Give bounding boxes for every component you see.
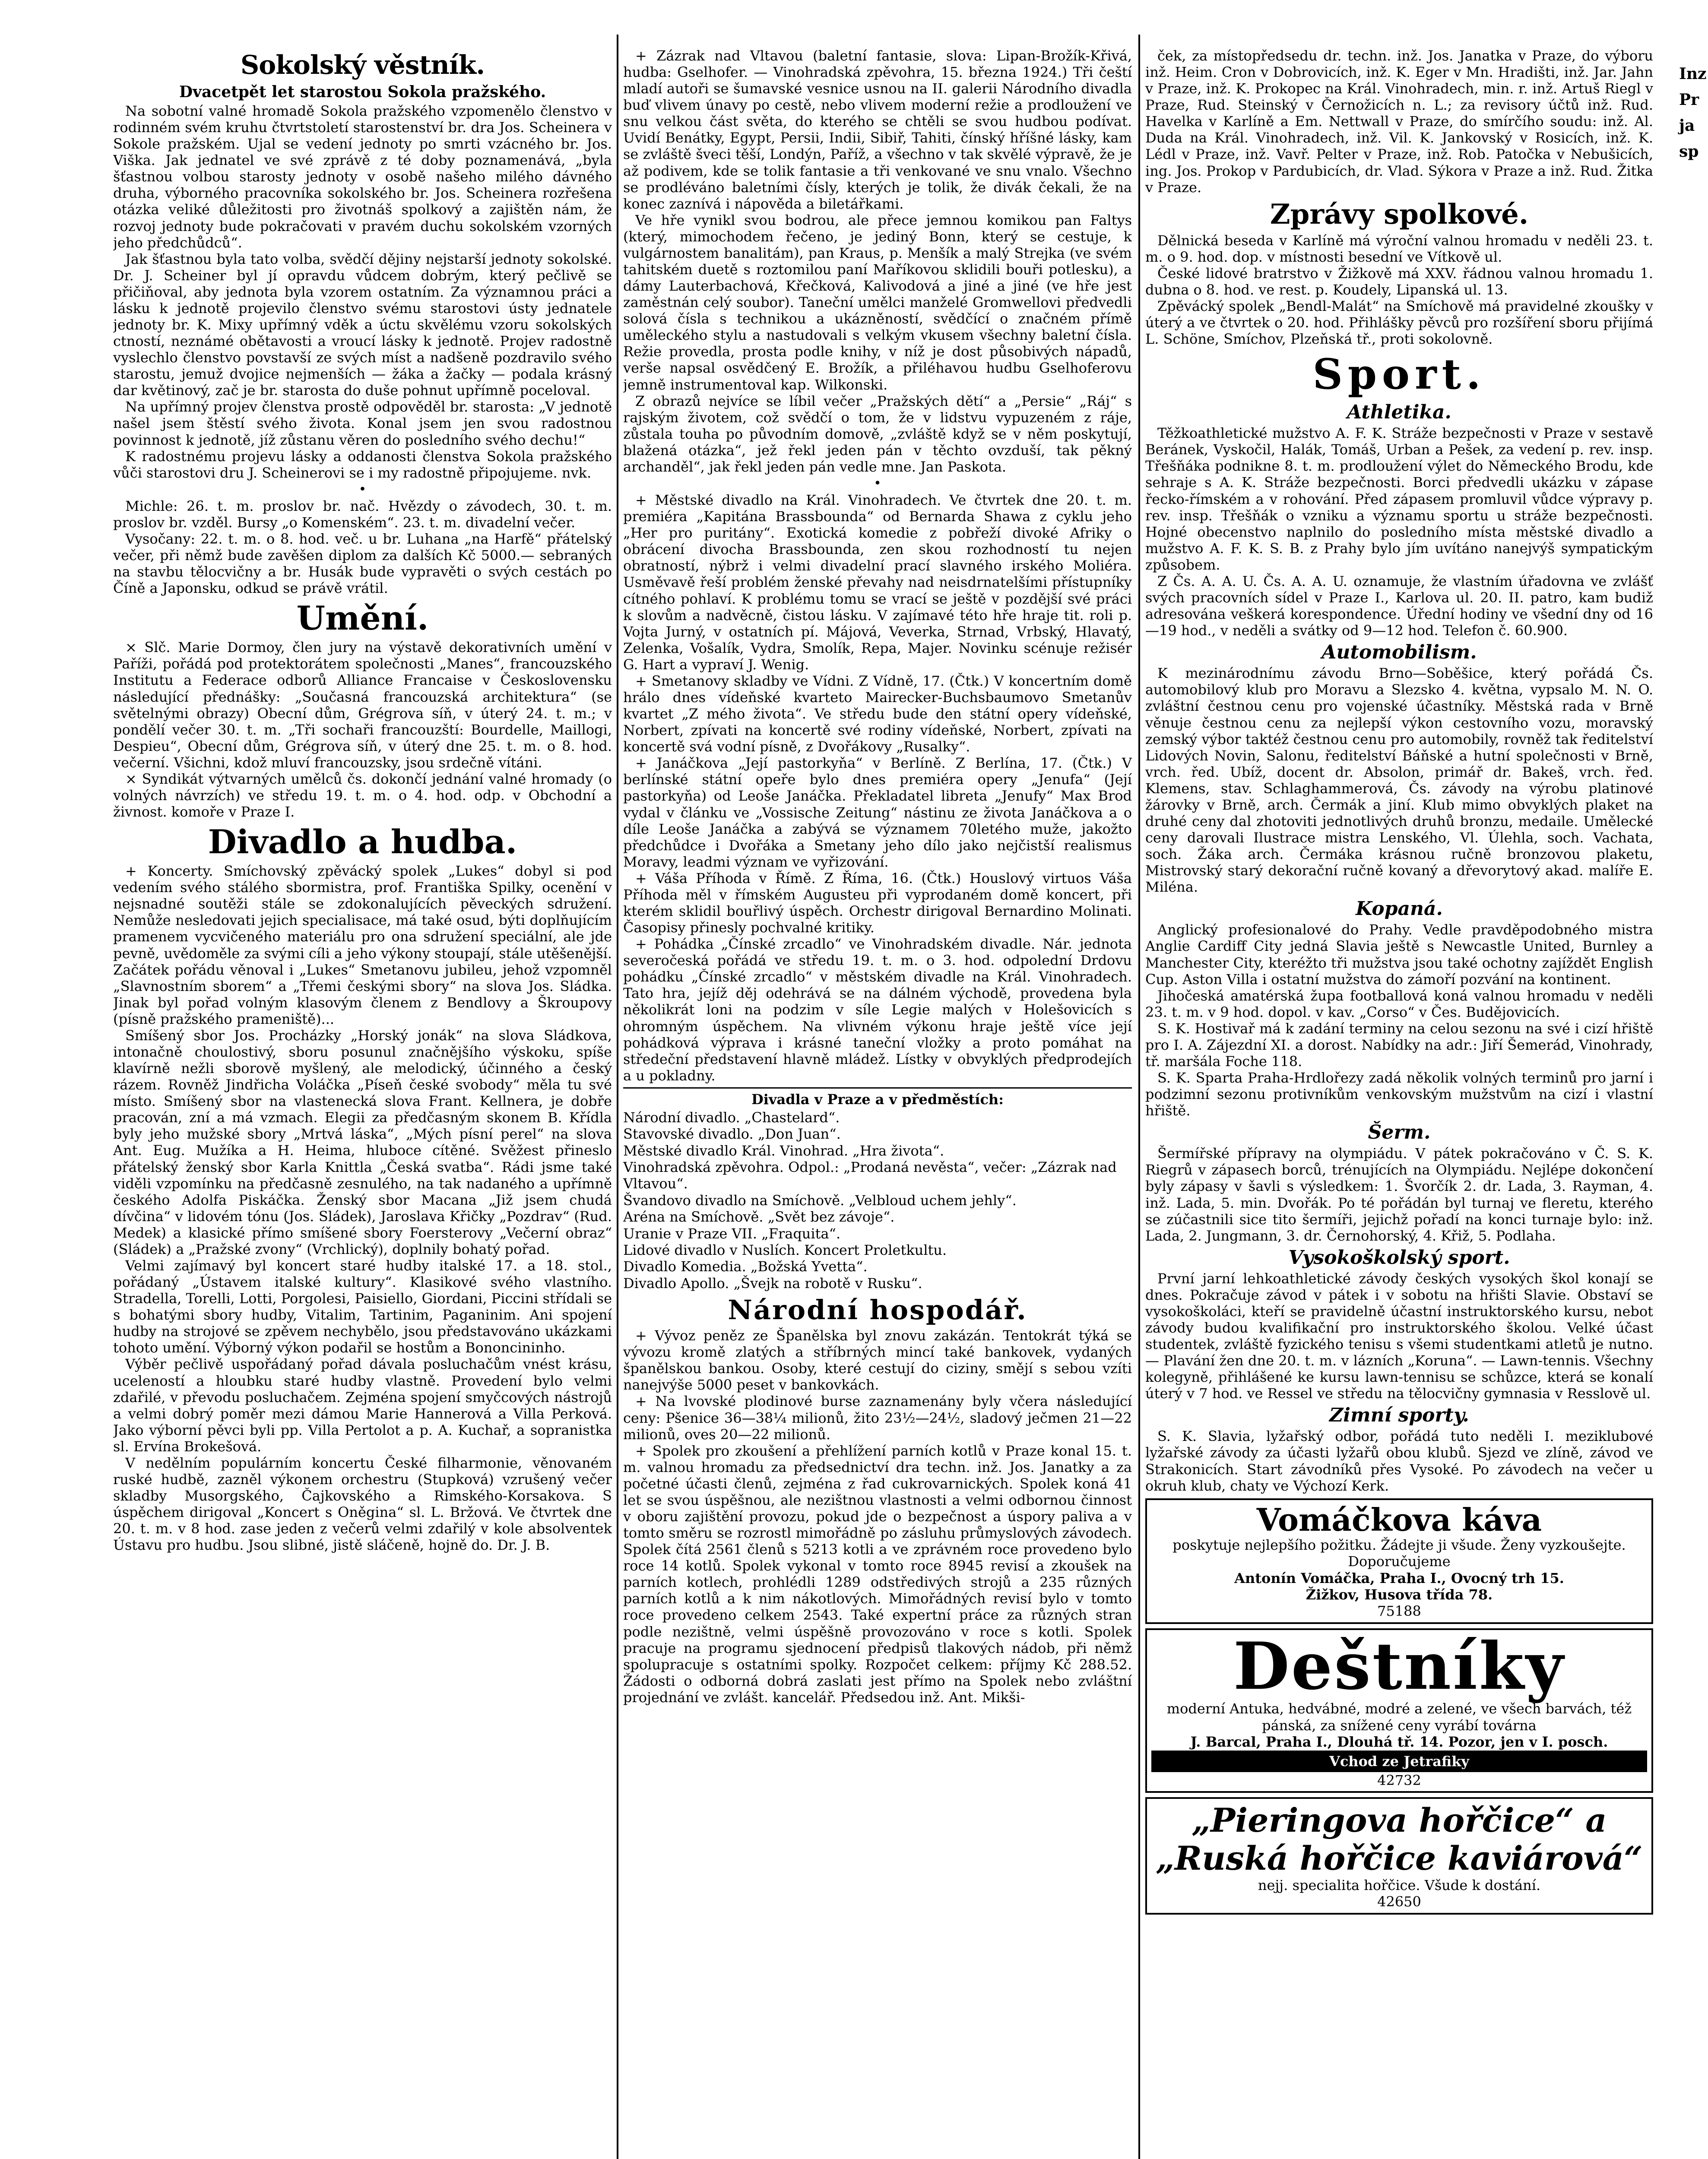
article-paragraph: + Váša Příhoda v Římě. Z Říma, 16. (Čtk.) Houslový virtuos Váša Příhoda měl v římském Augusteu při vyprodaném domě koncert, při kterém sklidil bouřlivý úspěch. Orchestr dirigoval Bernardino Molinati. Časopisy přinesly pochvalné kritiky.: [623, 870, 1132, 936]
ad-address: J. Barcal, Praha I., Dlouhá tř. 14. Pozor, jen v I. posch.: [1190, 1734, 1608, 1751]
article-paragraph: + Smetanovy skladby ve Vídni. Z Vídně, 17. (Čtk.) V koncertním domě hrálo dnes vídeňské kvarteto Mairecker-Buchsbaumovo Smetanův kvartet „Z mého života“. Ve středu bude den státní opery vídeňské, Norbert, zpívati na koncertě své rodiny vídeňské, Norbert, zpívati na koncertě svá vodní písně, z Dvořákovy „Rusalky“.: [623, 672, 1132, 755]
article-paragraph: + Koncerty. Smíchovský zpěvácký spolek „Lukes“ dobyl si pod vedením svého stálého sbormistra, prof. Františka Spilky, ocenění v nejsnadné soutěži stále se zdokonalujících pěveckých sdružení. Nemůže nesledovati jejich specialisace, má také osud, býti doplňujícím pramenem vycvičeného materiálu pro ona sdružení speciální, ale jde pevně, uvědoměle za svými cíli a jeho výkony stoupají, stále utěšenější. Začátek pořádu věnoval i „Lukes“ Smetanovu jubileu, jehož vzpomněl „Slavnostním sborem“ a „Třemi českými sbory“ na slova Jos. Sládka. Jinak byl pořad volným klasovým členem z Bendlovy a Škroupovy (písně pražského prameniště)...: [113, 863, 612, 1027]
article-paragraph: S. K. Sparta Praha-Hrdlořezy zadá několik volných terminů pro jarní i podzimní sezonu protivníkům venkovským mužstvům na cizí i vlastní hřiště.: [1145, 1070, 1653, 1119]
ad-pieringova: [1145, 1797, 1653, 1915]
theater-list-item: Švandovo divadlo na Smíchově. „Velbloud uchem jehly“.: [623, 1192, 1017, 1209]
article-paragraph: + Pohádka „Čínské zrcadlo“ ve Vinohradském divadle. Nár. jednota severočeská pořádá ve středu 19. t. m. o 3. hod. odpolední Drdovu pohádku „Čínské zrcadlo“ v městském divadle na Král. Vinohradech. Tato hra, jejíž děj odehrává se na dálném východě, provedena byla několikrát loni na podzim v síle Legie malých v Holešovicích s ohromným úspěchem. Na vlivném výkonu hraje ještě více její pohádková výprava i krásné taneční vložky a proto pomáhat na středeční představení hlavně mládež. Lístky v obvyklých předprodejích a u pokladny.: [623, 936, 1132, 1084]
section-title-sokol: Sokolský věstník.: [240, 50, 485, 80]
subsection-title: Athletika.: [1347, 401, 1451, 424]
section-title-sport: Sport.: [1312, 350, 1486, 399]
article-paragraph: + Na lvovské plodinové burse zaznamenány byly včera následující ceny: Pšenice 36—38¼ milionů, žito 23½—24½, sladový ječmen 21—22 milionů, oves 20—22 milionů.: [623, 1393, 1132, 1443]
article-subtitle: Dvacetpět let starostou Sokola pražského.: [179, 83, 546, 101]
article-paragraph: S. K. Slavia, lyžařský odbor, pořádá tuto neděli I. meziklubové lyžařské závody za účasti lyžařů obou klubů. Sjezd ve zlíně, závod ve Strakonicích. Start závodníků přes Vysoké. Po závodech na večer u okruh klub, chaty ve Výchozí Kerk.: [1145, 1428, 1653, 1494]
theater-list-item: Aréna na Smíchově. „Svět bez závoje“.: [623, 1209, 895, 1225]
subsection-title: Šerm.: [1368, 1121, 1431, 1144]
theater-list-item: Městské divadlo Král. Vinohrad. „Hra života“.: [623, 1142, 944, 1159]
article-paragraph: + Vývoz peněz ze Španělska byl znovu zakázán. Tentokrát týká se vývozu kromě zlatých a stříbrných mincí také bankovek, vydaných španělskou bankou. Osoby, které cestují do ciziny, smějí s sebou vzíti nanejvýše 5000 peset v bankovkách.: [623, 1327, 1132, 1393]
notice-paragraph: Vysočany: 22. t. m. o 8. hod. več. u br. Luhana „na Harfě“ přátelský večer, při němž bude zavěšen diplom za dalších Kč 5000.— sebraných na stavbu tělocvičny a br. Husák bude vypravěti o svých cestách po Číně a Japonsku, odkud se právě vrátil.: [113, 530, 612, 597]
article-paragraph: Z Čs. A. A. U. Čs. A. A. U. oznamuje, že vlastním úřadovna ve zvlášť svých pracovních sídel v Praze I., Karlova ul. 20. II. patro, kam budiž adresována veškerá korespondence. Úřední hodiny ve všední dny od 16—19 hod., v neděli a svátky od 9—12 hod. Telefon č. 60.900.: [1145, 573, 1653, 639]
section-title-umeni: Umění.: [296, 599, 429, 638]
article-paragraph: × Slč. Marie Dormoy, člen jury na výstavě dekorativních umění v Paříži, pořádá pod protektorátem společnosti „Manes“, francouzského Institutu a Federace odborů Alliance Francaise v Československu následující přednášky: „Současná francouzská architektura“ (se světelnými obrazy) Obecní dům, Grégrova síň, v úterý 24. t. m.; v pondělí večer 30. t. m. „Tři sochaři francouzští: Bourdelle, Maillogi, Despieu“, Obecní dům, Grégrova síň, v úterý dne 25. t. m. o 8. hod. večerní. Všichni, kdož mluví francouzsky, jsou srdečně vítáni.: [113, 639, 612, 771]
adjacent-page-edge: [1676, 0, 1708, 2159]
subsection-title: Zimní sporty.: [1329, 1404, 1469, 1427]
edge-text: Inz: [1679, 65, 1707, 83]
article-paragraph: Velmi zajímavý byl koncert staré hudby italské 17. a 18. stol., pořádaný „Ústavem italské kultury“. Klasikové svého vlastního. Stradella, Torelli, Lotti, Porgolesi, Paisiello, Giordani, Piccini střídali se s bohatými sbory hudby, Vitalim, Tartinim, Paganinim. Ani spojení hudby na strojové se zpěvem nechybělo, jsou představováno ukázkami tohoto umění. Výborný výkon podařil se hostům a Bononcininho.: [113, 1257, 612, 1356]
ad-destniky: [1145, 1628, 1653, 1793]
ad-footer: nejj. specialita hořčice. Všude k dostání.: [1258, 1877, 1541, 1894]
ad-brand: Vomáčkova káva: [1256, 1501, 1542, 1538]
ad-line: „Ruská hořčice kaviárová“: [1156, 1839, 1643, 1877]
article-paragraph: České lidové bratrstvo v Žižkově má XXV. řádnou valnou hromadu 1. dubna o 8. hod. ve rest. p. Koudely, Lipanská ul. 13.: [1145, 265, 1653, 298]
article-paragraph: Smíšený sbor Jos. Procházky „Horský jonák“ na slova Sládkova, intonačně choulostivý, sboru posunul značnějšího výskoku, spíše klavírně nežli sborově myšlený, ale melodický, účinného a český rázem. Rovněž Jindřicha Voláčka „Píseň české svobody“ měla tu své místo. Smíšený sbor na vlastenecká slova Frant. Kellnera, je dobře pracován, zní a má vzmach. Elegii za předčasným skonem B. Křídla byly jeho mužské sbory „Mrtvá láska“, „Mých písní perel“ na slova Ant. Eug. Mužíka a H. Heima, hluboce cítěné. Svěžest přineslo přátelský ženský sbor Karla Knittla „Česká svatba“. Rádi jsme také viděli vzpomínku na předčasně zesnulého, na tak nadaného a upřímně českého Adolfa Piskáčka. Ženský sbor Macana „Již jsem chudá dívčina“ v lidovém tónu (Jos. Sládek), Jaroslava Křičky „Pozdrav“ (Rud. Medek) a klasické přímo smíšené sbory Foersterovy „Večerní obraz“ (Sládek) a „Pražské zvony“ (Vrchlický), doplnily bohatý pořad.: [113, 1027, 612, 1257]
theater-list-item: Vinohradská zpěvohra. Odpol.: „Prodaná nevěsta“, večer: „Zázrak nad Vltavou“.: [623, 1159, 1117, 1192]
column-3: [1145, 47, 1653, 2159]
ad-text: moderní Antuka, hedvábné, modré a zelené, ve všech barvách, též pánská, za snížené ceny vyrábí továrna: [1166, 1700, 1632, 1734]
article-paragraph: Dělnická beseda v Karlíně má výroční valnou hromadu v neděli 23. t. m. o 9. hod. dop. v místnosti besední ve Vítkově ul.: [1145, 232, 1653, 265]
article-paragraph: + Zázrak nad Vltavou (baletní fantasie, slova: Lipan-Brožík-Křivá, hudba: Gselhofer. — Vinohradská zpěvohra, 15. března 1924.) Tři čeští mladí autoři se šumavské vesnice usnou na II. galerii Národního divadla buď vlivem únavy po cestě, nebo vlivem moderní režie a prodloužení ve snu velkou část světa, do kterého se chtěli se svou hudbou podívat. Uvidí Benátky, Egypt, Persii, Indii, Sibiř, Tahiti, čínský hříšné lásky, kam se zvláště šveci těší, Londýn, Paříž, a všechno v tak skvělé výpravě, že je až podivem, kde se tolik fantasie a tři venkované ve snu vnalo. Všechno se prodléváno baletními čísly, kterých je tolik, že divák čekali, že na konec zaznívá i nápověda a biletářkami.: [623, 47, 1132, 212]
ad-text: poskytuje nejlepšího požitku. Žádejte ji všude. Ženy vyzkoušejte. Doporučujeme: [1172, 1536, 1626, 1570]
ad-code: 75188: [1377, 1603, 1421, 1620]
ad-branch: Žižkov, Husova třída 78.: [1306, 1586, 1493, 1603]
ad-line: „Pieringova hořčice“ a: [1191, 1801, 1607, 1840]
column-1: [113, 47, 612, 2159]
separator-dot: •: [874, 476, 881, 491]
divider: [623, 1087, 1132, 1089]
theater-list-title: Divadla v Praze a v předměstích:: [751, 1091, 1004, 1108]
theater-list-item: Uranie v Praze VII. „Fraquita“.: [623, 1225, 841, 1242]
ad-company: Antonín Vomáčka, Praha I., Ovocný trh 15.: [1234, 1570, 1564, 1586]
article-paragraph: Těžkoathletické mužstvo A. F. K. Stráže bezpečnosti v Praze v sestavě Beránek, Vyskočil, Halák, Tomáš, Urban a Pešek, za vedení p. rev. insp. Třešňáka podnikne 8. t. m. prodloužení výlet do Německého Brodu, kde sehraje s A. K. Stráže bezpečnosti. Borci předvedli ukázku v zápase řecko-římském a v rohování. Před zápasem promluvil vůdce výpravy p. rev. insp. Třešňák o vzniku a významu sportu u stráže bezpečnosti. Hojné obecenstvo naplnilo do posledního místa městské divadlo a mužstvo A. F. K. S. B. z Prahy bylo jím uvítáno nanejvýš sympatickým způsobem.: [1145, 425, 1653, 573]
article-paragraph: Výběr pečlivě uspořádaný pořad dávala posluchačům vnést krásu, uceleností a hloubku staré hudby vlastně. Provedení bylo velmi zdařilé, v převodu posluchačem. Zejména spojení smyčcových nástrojů a velmi dobrý poměr mezi dámou Marie Hannerová a Villa Perková. Jako výborní pěvci byli pp. Villa Pertolot a p. A. Kuchař, a sopranistka sl. Ervína Brokešová.: [113, 1356, 612, 1455]
ad-title: Deštníky: [1233, 1628, 1565, 1704]
article-paragraph: ček, za místopředsedu dr. techn. inž. Jos. Janatka v Praze, do výboru inž. Heim. Cron v Dobrovicích, inž. K. Eger v Mn. Hradišti, inž. Jar. Jahn v Praze, inž. K. Prokopec na Král. Vinohradech, min. r. inž. Artuš Riegl v Praze, Rud. Steinský v Černožicích n. L.; za revisory účtů inž. Rud. Havelka v Karlíně a Em. Nettwall v Praze, do smírčího soudu: inž. Al. Duda na Král. Vinohradech, inž. Vil. K. Jankovský v Rosicích, inž. K. Lédl v Praze, inž. Vavř. Pelter v Praze, inž. Rob. Patočka v Nebušicích, ing. Jos. Prokop v Pardubicích, dr. Vlad. Sýkora v Praze a inž. Rud. Žitka v Praze.: [1145, 47, 1653, 196]
article-paragraph: Na sobotní valné hromadě Sokola pražského vzpomenělo členstvo v rodinném svém kruhu čtvrtstoletí starostenství br. dra Jos. Scheinera v Sokole pražském. Ujal se vedení jednoty po smrti vzácného br. Jos. Viška. Jak jednatel ve své zprávě z té doby poznamenává, „byla šťastnou volbou starosty jednoty v osobě našeho milého dávného druha, výborného pracovníka sokolského br. Jos. Scheinera rozřešena otázka veliké důležitosti pro životnáš spolkový a zajištěn nám, že rozvoj jednoty bude pokračovati v pravém duchu sokolském vzorných jeho předchůdců“.: [113, 103, 612, 251]
article-paragraph: S. K. Hostivař má k zadání terminy na celou sezonu na své i cizí hřiště pro I. A. Zájezdní XI. a dorost. Nabídky na adr.: Jiří Šemerád, Vinohrady, tř. maršála Foche 118.: [1145, 1020, 1653, 1070]
subsection-title: Automobilism.: [1321, 641, 1477, 664]
article-paragraph: V nedělním populárním koncertu České filharmonie, věnovaném ruské hudbě, zazněl výkonem orchestru (Stupková) vzrušený večer skladby Musorgského, Čajkovského a Rimského-Korsakova. S úspěchem dirigoval „Koncert s Oněgina“ sl. L. Bržová. Ve čtvrtek dne 20. t. m. v 8 hod. zase jeden z večerů velmi zdařilý v kole absolventek Ústavu pro hudbu. Jsou slibné, jistě sláčeně, hojně do. Dr. J. B.: [113, 1454, 612, 1554]
subsection-title: Vysokoškolský sport.: [1288, 1246, 1510, 1269]
column-2: [623, 47, 1132, 2159]
ad-entrance: Vchod ze Jetrafiky: [1151, 1751, 1647, 1772]
edge-text: ja: [1679, 117, 1695, 135]
edge-text: sp: [1679, 142, 1699, 161]
theater-list-item: Lidové divadlo v Nuslích. Koncert Proletkultu.: [623, 1241, 947, 1258]
article-paragraph: + Městské divadlo na Král. Vinohradech. Ve čtvrtek dne 20. t. m. premiéra „Kapitána Brassbounda“ od Bernarda Shawa z cyklu jeho „Her pro puritány“. Exotická komedie z pobřeží divoké Afriky o obrácení divocha Brassbounda, zen skou rozhodností tu nejen obratností, nýbrž i velmi divadelní prací slavného irského Moliéra. Usměvavě řeší problém ženské převahy nad neisdrnatelšími přístupníky cítného pohlaví. K problému tomu se vrací se ještě v pozdější své práci k slovům a nadvěcně, čistou lásku. V zajímavé této hře hraje tit. roli p. Vojta Jurný, v ostatních pí. Májová, Veverka, Strnad, Vrbský, Hlavatý, Zelenka, Vošalík, Vydra, Smolík, Repa, Majer. Novinku scénuje režisér G. Hart a vypraví J. Wenig.: [623, 492, 1132, 673]
article-paragraph: Šermířské přípravy na olympiádu. V pátek pokračováno v Č. S. K. Riegrů v zápasech borců, trénujících na Olympiádu. Nejlépe dokončení byly zápasy v šavli s výsledkem: 1. Švorčík 2. dr. Lada, 3. Rayman, 4. inž. Lada, 5. min. Dvořák. Po té pořádán byl turnaj ve fleretu, kterého se zúčastnili sice tito šermíři, jejichž pořadí na konci turnaje bylo: inž. Lada, 2. Jungmann, 3. dr. Černohorský, 4. Křiž, 5. Podlaha.: [1145, 1145, 1653, 1244]
ad-code: 42650: [1377, 1893, 1421, 1910]
article-paragraph: Anglický profesionalové do Prahy. Vedle pravděpodobného mistra Anglie Cardiff City jedná Slavia ještě s Newcastle United, Burnley a Manchester City, kteréžto tři mužstva jsou také ochotny zajíždět English Cup. Aston Villa i ostatní mužstva do zámoří pozvání na kontinent.: [1145, 921, 1653, 988]
ad-code: 42732: [1377, 1772, 1421, 1789]
article-paragraph: + Spolek pro zkoušení a přehlížení parních kotlů v Praze konal 15. t. m. valnou hromadu za předsednictví dra techn. inž. Jos. Janatky a za početné účasti členů, zejména z řad cukrovarnických. Spolek koná 41 let se svou úspěšnou, ale nezištnou vlastnosti a velmi odbornou činnost v oboru zajištění provozu, pokud jde o bezpečnost a úspory paliva a v tomto směru se rozrostl mimořádně po zásluhu průmyslových závodech. Spolek čítá 2561 členů s 5213 kotli a ve zprávném roce provedeno bylo roce 14 kotlů. Spolek vykonal v tomto roce 8945 revisí a zkoušek na parních kotlech, prohlédli 1289 odstředivých strojů a 235 různých parních kotlů a k nim nákotlových. Mimořádných revisí bylo v tomto roce provedeno celkem 2543. Také expertní práce za různých stran podle nezištně, velmi úspěšně provozováno v roce s kotli. Spolek pracuje na programu sjednocení předpisů tlakových nádob, při němž spolupracuje s ostatními spolky. Rozpočet celkem: příjmy Kč 288.52. Žádosti o odborná dobrá zaslati jest přímo na Spolek nebo zvláštní projednání ve zvlášt. kancelář. Předsedou inž. Ant. Mikši-: [623, 1442, 1132, 1706]
article-paragraph: Ve hře vynikl svou bodrou, ale přece jemnou komikou pan Faltys (který, mimochodem řečeno, je jediný Bonn, který se cestuje, k vulgárnostem banalitám), pan Kraus, p. Menšík a malý Strejka (ve svém tahitském duetě s roztomilou paní Maříkovou sklidili bouři potlesku), a dámy Lauterbachová, Křečková, Kalivodová a jiné a jiné (ve hře jest zaměstnán celý soubor). Taneční umělci manželé Gromwellovi předvedli solová čísla s technikou a ukázněností, svědčící o značném přímě uměleckého stylu a nastudovali s velkým vkusem všechny baletní čísla. Režie provedla, prosta podle knihy, v níž je dost působivých nápadů, verše napsal osvědčený E. Brožík, a přiléhavou hudbu Gselhoferovu jemně instrumentoval kap. Wilkonski.: [623, 212, 1132, 393]
theater-list-item: Divadlo Apollo. „Švejk na robotě v Rusku“.: [623, 1275, 922, 1292]
column-rule: [1138, 35, 1140, 2159]
article-paragraph: K radostnému projevu lásky a oddanosti členstva Sokola pražského vůči starostovi dru J. Scheinerovi se i my radostně připojujeme. nvk.: [113, 448, 612, 481]
article-paragraph: Jak šťastnou byla tato volba, svědčí dějiny nejstarší jednoty sokolské. Dr. J. Scheiner byl jí opravdu vůdcem dobrým, který pečlivě se přičiňoval, aby jednota byla vzorem ostatním. Za významnou práci a lásku k jednotě projevilo členstvo svému starostovi ústy jednatele jednoty br. K. Mixy upřímný vděk a úctu skvělému vzoru sokolských ctností, neznámé obětavosti a vroucí lásky k jednotě. Projev radostně vyslechlo členstvo povstavší ze svých míst a nadšeně pozdravilo svého starostu, jemuž dvojice nejmenších — žáka a žačky — podala krásný dar květinový, zač je br. starosta do duše pohnut upřímně poceloval.: [113, 250, 612, 399]
article-paragraph: + Janáčkova „Její pastorkyňa“ v Berlíně. Z Berlína, 17. (Čtk.) V berlínské státní opeře bylo dnes premiéra opery „Jenufa“ (Její pastorkyňa) od Leoše Janáčka. Překladatel libreta „Jenufy“ Max Brod vydal v článku ve „Vossische Zeitung“ nástinu ze života Janáčkova a o díle Leoše Janáčka a zabývá se významem 70letého muže, jakožto předchůdce i Dvořáka a Smetany jeho dílo jako nejčistší realismus Moravy, leadmi význam ve vyřizování.: [623, 755, 1132, 870]
separator-dot: •: [358, 481, 367, 497]
article-paragraph: Zpěvácký spolek „Bendl-Malát“ na Smíchově má pravidelné zkoušky v úterý a ve čtvrtek o 20. hod. Přihlášky pěvců pro rozšíření sboru přijímá L. Schöne, Smíchov, Plzeňská tř., proti sokolovně.: [1145, 298, 1653, 348]
subsection-title: Kopaná.: [1356, 898, 1443, 920]
theater-list-item: Divadlo Komedia. „Božská Yvetta“.: [623, 1258, 868, 1275]
article-paragraph: První jarní lehkoathletické závody českých vysokých škol konají se dnes. Pokračuje závod v pátek i v sobotu na hřišti Slavie. Obstaví se vysokoškoláci, kteří se pravidelně účastní instruktorského kursu, nebot závody budou kvalifikační pro instruktorského školou. Velké účast studentek, zvláště fyzického tenisu s všemi studentkami atletů je nutno. — Plavání žen dne 20. t. m. v lázních „Koruna“. — Lawn-tennis. Všechny kolegyně, přihlášené ke kursu lawn-tennisu se schůzce, která se konalí úterý v 7 hod. ve Ressel ve středu na tělocvičny gymnasia v Resslově ul.: [1145, 1270, 1653, 1402]
notice-paragraph: Michle: 26. t. m. proslov br. nač. Hvězdy o závodech, 30. t. m. proslov br. vzděl. Bursy „o Komenském“. 23. t. m. divadelní večer.: [113, 497, 612, 531]
article-paragraph: × Syndikát výtvarných umělců čs. dokončí jednání valné hromady (o volných návrzích) ve středu 19. t. m. o 4. hod. odp. v Obchodní a živnost. komoře v Praze I.: [113, 770, 612, 820]
section-title-narodni-hospodar: Národní hospodář.: [728, 1294, 1027, 1326]
theater-list-item: Stavovské divadlo. „Don Juan“.: [623, 1126, 841, 1143]
article-paragraph: Na upřímný projev členstva prostě odpověděl br. starosta: „V jednotě našel jsem štěstí svého života. Konal jsem jen svou radostnou povinnost k jednotě, jíž zůstanu věren do posledního svého dechu!“: [113, 399, 612, 448]
article-paragraph: K mezinárodnímu závodu Brno—Soběšice, který pořádá Čs. automobilový klub pro Moravu a Slezsko 4. května, vypsalo M. N. O. zvláštní čestnou cenu pro vojenské účastníky. Městská rada v Brně věnuje čestnou cenu za nejlepší výkon cestovního vozu, moravský zemský výbor taktéž čestnou cenu pro automobily, rovněž tak ředitelství Lidových Novin, Salonu, ředitelství Báňské a hutní společnosti v Brně, vrch. řed. Ubíž, docent dr. Absolon, primář dr. Bakeš, vrch. řed. Klemens, stav. Schlaghammerová, Čs. závody na výrobu platinové žárovky v Brně, arch. Čermák a jiní. Klub mimo obvyklých plaket na druhé ceny dal zhotoviti jednotlivých druhů bronzu, medaile. Umělecké ceny darovali Ilustrace mistra Lenského, Vl. Úlehla, soch. Vachata, soch. Žáka arch. Čermáka krásnou ručně bronzovou plaketu, Mistrovský starý dekorační ručně kovaný a dřevorytový akad. malíře E. Miléna.: [1145, 665, 1653, 896]
ad-vomacka: [1145, 1498, 1653, 1624]
section-title-divadlo: Divadlo a hudba.: [208, 823, 517, 861]
section-title-zpravy-spolkove: Zprávy spolkové.: [1270, 198, 1529, 231]
article-paragraph: Jihočeská amatérská župa footballová koná valnou hromadu v neděli 23. t. m. v 9 hod. dopol. v kav. „Corso“ v Čes. Budějovicích.: [1145, 987, 1653, 1020]
theater-list-item: Národní divadlo. „Chastelard“.: [623, 1109, 840, 1126]
article-paragraph: Z obrazů nejvíce se líbil večer „Pražských dětí“ a „Persie“ „Ráj“ s rajským životem, což svědčí o tom, že v lidstvu vypuzeném z ráje, zůstala touha po původním domově, „zvláště když se v něm poskytují, blažená otázka“, jež řekl jeden pán v těchto ovzduší, tak pěkný archanděl“, jak řekl jeden pán vedle mne. Jan Paskota.: [623, 393, 1132, 475]
column-rule: [617, 35, 618, 2159]
edge-text: Pr: [1679, 91, 1699, 109]
